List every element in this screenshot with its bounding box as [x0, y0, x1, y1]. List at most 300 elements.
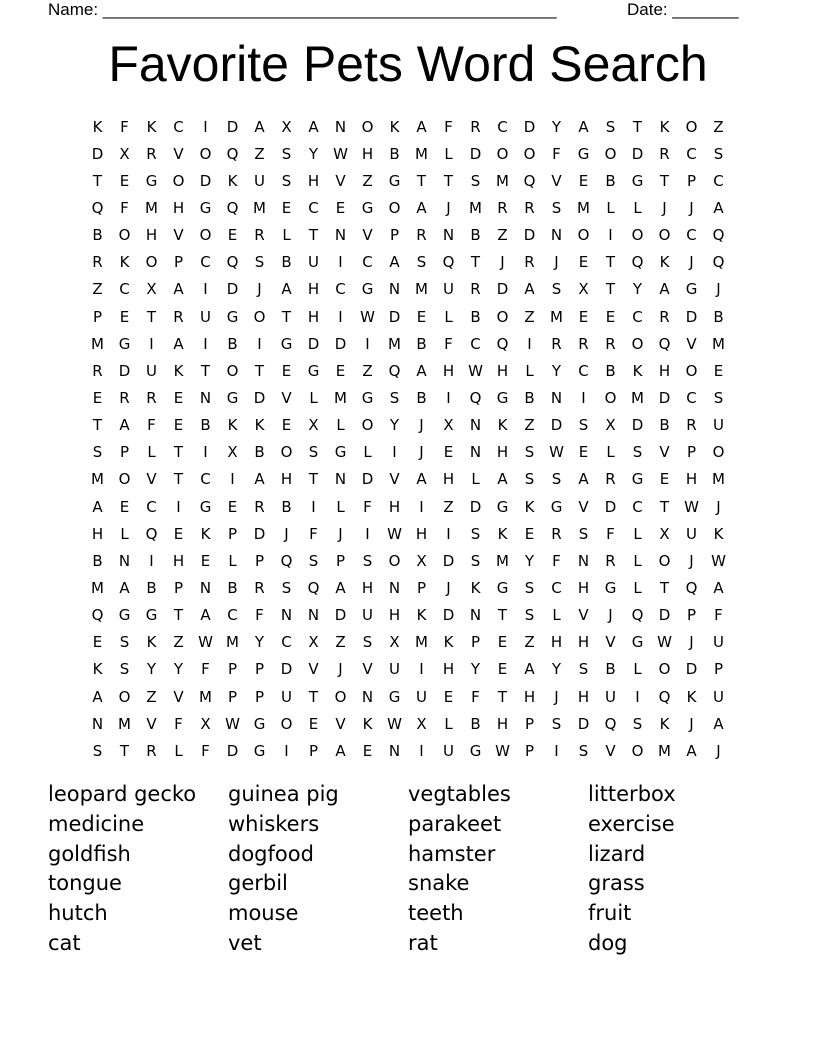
grid-letter: M: [658, 741, 671, 760]
grid-letter: X: [200, 714, 211, 733]
grid-letter: O: [712, 443, 725, 462]
grid-letter: P: [92, 307, 103, 326]
grid-letter: I: [446, 524, 451, 543]
grid-letter: B: [389, 144, 400, 163]
grid-row: [84, 140, 732, 167]
grid-letter: P: [389, 226, 400, 245]
grid-letter: L: [444, 144, 453, 163]
grid-letter: X: [389, 633, 400, 652]
grid-letter: H: [172, 551, 185, 570]
grid-letter: T: [92, 416, 103, 435]
grid-letter: A: [713, 198, 724, 217]
grid-letter: G: [496, 578, 509, 597]
grid-letter: Z: [254, 144, 265, 163]
grid-row: [84, 303, 732, 330]
grid-letter: D: [307, 334, 320, 353]
word-list-item: snake: [408, 871, 470, 896]
grid-letter: O: [334, 687, 347, 706]
grid-letter: S: [308, 551, 319, 570]
grid-letter: N: [199, 578, 212, 597]
grid-letter: J: [419, 443, 424, 462]
grid-letter: U: [713, 687, 724, 706]
grid-letter: S: [713, 388, 724, 407]
grid-letter: K: [227, 416, 238, 435]
grid-letter: S: [551, 198, 562, 217]
grid-letter: S: [119, 660, 130, 679]
grid-letter: M: [91, 470, 104, 489]
grid-row: [84, 710, 732, 737]
grid-letter: G: [577, 144, 590, 163]
grid-letter: I: [365, 334, 370, 353]
grid-letter: Z: [92, 280, 103, 299]
grid-letter: J: [689, 714, 694, 733]
grid-letter: A: [416, 198, 427, 217]
grid-letter: E: [119, 171, 130, 190]
grid-letter: O: [631, 334, 644, 353]
grid-letter: F: [552, 551, 561, 570]
grid-letter: F: [363, 497, 372, 516]
grid-letter: N: [442, 226, 455, 245]
grid-letter: E: [92, 388, 103, 407]
grid-letter: F: [552, 144, 561, 163]
grid-letter: S: [362, 633, 373, 652]
grid-letter: K: [389, 117, 400, 136]
grid-letter: N: [388, 280, 401, 299]
grid-letter: H: [307, 171, 320, 190]
grid-letter: L: [309, 388, 318, 407]
grid-letter: T: [659, 171, 670, 190]
grid-letter: Y: [146, 660, 157, 679]
grid-letter: X: [443, 416, 454, 435]
letter-grid: [84, 113, 732, 764]
grid-letter: A: [173, 334, 184, 353]
grid-letter: P: [227, 524, 238, 543]
grid-letter: C: [308, 198, 319, 217]
grid-letter: S: [524, 470, 535, 489]
grid-letter: F: [147, 416, 156, 435]
grid-letter: T: [605, 280, 616, 299]
grid-letter: Q: [712, 253, 725, 272]
grid-letter: E: [281, 198, 292, 217]
grid-letter: V: [281, 388, 292, 407]
grid-letter: P: [524, 741, 535, 760]
grid-letter: H: [685, 470, 698, 489]
grid-letter: R: [254, 497, 265, 516]
grid-letter: A: [92, 687, 103, 706]
grid-letter: I: [176, 497, 181, 516]
grid-letter: K: [470, 578, 481, 597]
grid-letter: D: [631, 416, 644, 435]
grid-letter: L: [552, 606, 561, 625]
grid-letter: S: [551, 470, 562, 489]
grid-letter: W: [198, 633, 213, 652]
grid-letter: D: [442, 551, 455, 570]
grid-letter: R: [551, 524, 562, 543]
grid-letter: O: [685, 117, 698, 136]
word-list-item: lizard: [588, 841, 646, 866]
grid-letter: S: [308, 443, 319, 462]
word-list-item: rat: [408, 930, 438, 955]
grid-letter: X: [416, 551, 427, 570]
grid-letter: Q: [685, 578, 698, 597]
grid-letter: I: [419, 660, 424, 679]
grid-letter: S: [524, 578, 535, 597]
grid-row: [84, 574, 732, 601]
grid-letter: D: [388, 307, 401, 326]
word-list-item: grass: [588, 871, 645, 896]
grid-letter: C: [173, 117, 184, 136]
grid-letter: G: [361, 198, 374, 217]
grid-letter: A: [416, 470, 427, 489]
grid-letter: K: [524, 497, 535, 516]
grid-letter: V: [173, 226, 184, 245]
grid-letter: Y: [551, 361, 562, 380]
grid-letter: S: [605, 117, 616, 136]
grid-letter: Q: [442, 253, 455, 272]
grid-letter: B: [227, 334, 238, 353]
grid-letter: N: [334, 226, 347, 245]
grid-letter: P: [524, 714, 535, 733]
grid-row: [84, 330, 732, 357]
grid-letter: H: [145, 226, 158, 245]
grid-letter: P: [335, 551, 346, 570]
grid-letter: K: [227, 171, 238, 190]
grid-letter: C: [146, 497, 157, 516]
grid-letter: P: [713, 660, 724, 679]
grid-letter: J: [500, 253, 505, 272]
grid-letter: L: [147, 443, 156, 462]
word-list-item: leopard gecko: [48, 782, 197, 806]
grid-letter: T: [173, 443, 184, 462]
grid-letter: Q: [307, 578, 320, 597]
grid-letter: B: [470, 307, 481, 326]
grid-letter: T: [416, 171, 427, 190]
grid-letter: O: [496, 144, 509, 163]
grid-letter: H: [361, 578, 374, 597]
grid-letter: F: [606, 524, 615, 543]
grid-letter: B: [524, 388, 535, 407]
grid-letter: B: [470, 226, 481, 245]
grid-letter: F: [120, 198, 129, 217]
grid-letter: I: [149, 551, 154, 570]
grid-letter: O: [118, 687, 131, 706]
grid-letter: T: [173, 606, 184, 625]
grid-letter: R: [578, 334, 589, 353]
grid-letter: S: [281, 578, 292, 597]
grid-letter: U: [200, 307, 211, 326]
grid-letter: F: [714, 606, 723, 625]
grid-letter: I: [338, 307, 343, 326]
grid-letter: S: [578, 660, 589, 679]
grid-letter: W: [387, 524, 402, 543]
word-list-item: cat: [48, 930, 81, 955]
grid-letter: X: [659, 524, 670, 543]
grid-letter: T: [119, 741, 130, 760]
grid-letter: A: [173, 280, 184, 299]
grid-letter: H: [496, 714, 509, 733]
grid-letter: U: [281, 687, 292, 706]
grid-letter: P: [173, 578, 184, 597]
grid-letter: F: [201, 660, 210, 679]
grid-letter: D: [334, 334, 347, 353]
grid-letter: Y: [254, 633, 265, 652]
grid-letter: E: [443, 443, 454, 462]
grid-letter: V: [146, 714, 157, 733]
grid-letter: I: [203, 443, 208, 462]
grid-letter: C: [335, 280, 346, 299]
grid-row: [84, 493, 732, 520]
grid-letter: L: [228, 551, 237, 570]
word-list-item: gerbil: [228, 871, 288, 896]
grid-letter: L: [444, 307, 453, 326]
grid-letter: H: [172, 198, 185, 217]
grid-letter: O: [523, 144, 536, 163]
grid-letter: I: [203, 334, 208, 353]
grid-letter: O: [226, 361, 239, 380]
grid-letter: Q: [145, 524, 158, 543]
grid-letter: T: [632, 117, 643, 136]
grid-letter: R: [659, 307, 670, 326]
grid-letter: O: [631, 226, 644, 245]
grid-letter: W: [684, 497, 699, 516]
date-field-label: Date: _______: [627, 0, 739, 19]
grid-letter: C: [200, 470, 211, 489]
grid-letter: P: [227, 660, 238, 679]
grid-letter: L: [606, 198, 615, 217]
grid-letter: S: [632, 714, 643, 733]
grid-letter: C: [578, 361, 589, 380]
grid-letter: I: [338, 253, 343, 272]
grid-row: [84, 194, 732, 221]
word-list-item: hamster: [408, 841, 496, 866]
grid-letter: G: [496, 497, 509, 516]
grid-letter: O: [199, 144, 212, 163]
grid-letter: N: [550, 388, 563, 407]
grid-letter: Z: [524, 416, 535, 435]
grid-letter: O: [253, 307, 266, 326]
grid-letter: C: [686, 388, 697, 407]
grid-letter: J: [554, 687, 559, 706]
grid-letter: E: [578, 171, 589, 190]
grid-letter: O: [604, 388, 617, 407]
grid-letter: Y: [551, 660, 562, 679]
grid-letter: R: [524, 253, 535, 272]
grid-row: [84, 276, 732, 303]
grid-letter: E: [281, 416, 292, 435]
grid-letter: J: [716, 497, 721, 516]
grid-letter: O: [658, 551, 671, 570]
grid-letter: B: [416, 334, 427, 353]
grid-letter: M: [253, 198, 266, 217]
grid-letter: K: [659, 253, 670, 272]
grid-letter: M: [496, 551, 509, 570]
grid-letter: P: [308, 741, 319, 760]
grid-letter: U: [146, 361, 157, 380]
grid-letter: E: [659, 470, 670, 489]
grid-letter: A: [686, 741, 697, 760]
grid-letter: T: [92, 171, 103, 190]
grid-letter: N: [469, 443, 482, 462]
grid-letter: W: [468, 361, 483, 380]
grid-letter: B: [713, 307, 724, 326]
grid-letter: T: [254, 361, 265, 380]
grid-letter: R: [659, 144, 670, 163]
word-list-item: guinea pig: [228, 782, 339, 806]
grid-letter: C: [686, 226, 697, 245]
grid-letter: G: [388, 687, 401, 706]
grid-letter: E: [173, 416, 184, 435]
grid-letter: D: [442, 606, 455, 625]
word-list: [48, 780, 768, 959]
grid-letter: L: [120, 524, 129, 543]
grid-letter: H: [388, 606, 401, 625]
grid-letter: U: [605, 687, 616, 706]
grid-letter: Q: [712, 226, 725, 245]
grid-letter: T: [497, 687, 508, 706]
grid-letter: D: [118, 361, 131, 380]
grid-letter: G: [307, 361, 320, 380]
grid-letter: Z: [335, 633, 346, 652]
grid-letter: P: [686, 443, 697, 462]
grid-letter: V: [605, 741, 616, 760]
grid-letter: O: [280, 443, 293, 462]
grid-letter: M: [631, 388, 644, 407]
grid-letter: V: [173, 687, 184, 706]
grid-letter: F: [255, 606, 264, 625]
grid-letter: S: [578, 524, 589, 543]
grid-letter: A: [497, 470, 508, 489]
grid-letter: M: [226, 633, 239, 652]
grid-letter: T: [443, 171, 454, 190]
grid-letter: E: [713, 361, 724, 380]
grid-letter: E: [497, 633, 508, 652]
grid-letter: C: [281, 633, 292, 652]
grid-letter: R: [146, 144, 157, 163]
grid-letter: F: [444, 334, 453, 353]
grid-letter: S: [416, 253, 427, 272]
grid-letter: K: [146, 633, 157, 652]
grid-letter: M: [712, 334, 725, 353]
grid-letter: A: [524, 660, 535, 679]
grid-letter: A: [578, 470, 589, 489]
grid-letter: P: [686, 606, 697, 625]
grid-letter: S: [632, 443, 643, 462]
grid-letter: A: [308, 117, 319, 136]
grid-letter: J: [608, 606, 613, 625]
grid-letter: G: [496, 388, 509, 407]
grid-letter: D: [469, 144, 482, 163]
grid-letter: X: [146, 280, 157, 299]
grid-letter: R: [470, 280, 481, 299]
grid-letter: I: [554, 741, 559, 760]
grid-letter: Z: [713, 117, 724, 136]
grid-letter: H: [361, 144, 374, 163]
grid-letter: L: [525, 361, 534, 380]
grid-letter: N: [334, 470, 347, 489]
grid-letter: A: [92, 497, 103, 516]
grid-letter: K: [119, 253, 130, 272]
grid-letter: R: [92, 253, 103, 272]
grid-letter: D: [631, 144, 644, 163]
grid-letter: I: [203, 117, 208, 136]
grid-letter: T: [308, 687, 319, 706]
grid-row: [84, 384, 732, 411]
grid-row: [84, 167, 732, 194]
grid-letter: Q: [91, 606, 104, 625]
grid-letter: D: [334, 606, 347, 625]
grid-letter: X: [605, 416, 616, 435]
grid-letter: D: [361, 470, 374, 489]
word-list-item: hutch: [48, 901, 108, 926]
grid-letter: J: [284, 524, 289, 543]
grid-letter: F: [201, 741, 210, 760]
grid-letter: T: [200, 361, 211, 380]
grid-letter: G: [145, 171, 158, 190]
grid-letter: Q: [469, 388, 482, 407]
grid-letter: S: [470, 524, 481, 543]
grid-letter: W: [333, 144, 348, 163]
grid-letter: O: [361, 117, 374, 136]
grid-letter: V: [578, 606, 589, 625]
grid-letter: M: [550, 307, 563, 326]
grid-letter: L: [633, 578, 642, 597]
grid-letter: I: [446, 388, 451, 407]
grid-letter: R: [254, 578, 265, 597]
grid-letter: B: [659, 416, 670, 435]
grid-letter: J: [446, 578, 451, 597]
grid-letter: Q: [658, 334, 671, 353]
grid-letter: J: [716, 280, 721, 299]
grid-letter: A: [389, 253, 400, 272]
grid-letter: D: [604, 497, 617, 516]
grid-letter: M: [469, 198, 482, 217]
grid-letter: Z: [524, 633, 535, 652]
grid-letter: A: [713, 578, 724, 597]
grid-letter: B: [416, 388, 427, 407]
grid-letter: G: [685, 280, 698, 299]
grid-letter: D: [550, 416, 563, 435]
grid-letter: E: [443, 687, 454, 706]
grid-letter: R: [605, 334, 616, 353]
grid-letter: P: [254, 687, 265, 706]
grid-letter: J: [446, 198, 451, 217]
grid-letter: B: [605, 171, 616, 190]
grid-letter: J: [257, 280, 262, 299]
grid-letter: S: [713, 144, 724, 163]
grid-row: [84, 683, 732, 710]
grid-letter: S: [470, 551, 481, 570]
grid-letter: V: [146, 470, 157, 489]
grid-letter: G: [145, 606, 158, 625]
grid-letter: R: [119, 388, 130, 407]
grid-letter: O: [658, 660, 671, 679]
grid-letter: C: [551, 578, 562, 597]
grid-letter: V: [335, 171, 346, 190]
grid-letter: G: [469, 741, 482, 760]
grid-letter: Q: [388, 361, 401, 380]
grid-letter: S: [389, 388, 400, 407]
grid-letter: N: [361, 687, 374, 706]
grid-letter: X: [281, 117, 292, 136]
grid-letter: B: [92, 226, 103, 245]
grid-letter: O: [199, 226, 212, 245]
grid-letter: I: [284, 741, 289, 760]
grid-letter: G: [334, 443, 347, 462]
grid-letter: D: [253, 524, 266, 543]
grid-letter: M: [712, 470, 725, 489]
grid-letter: E: [578, 307, 589, 326]
grid-letter: R: [524, 198, 535, 217]
